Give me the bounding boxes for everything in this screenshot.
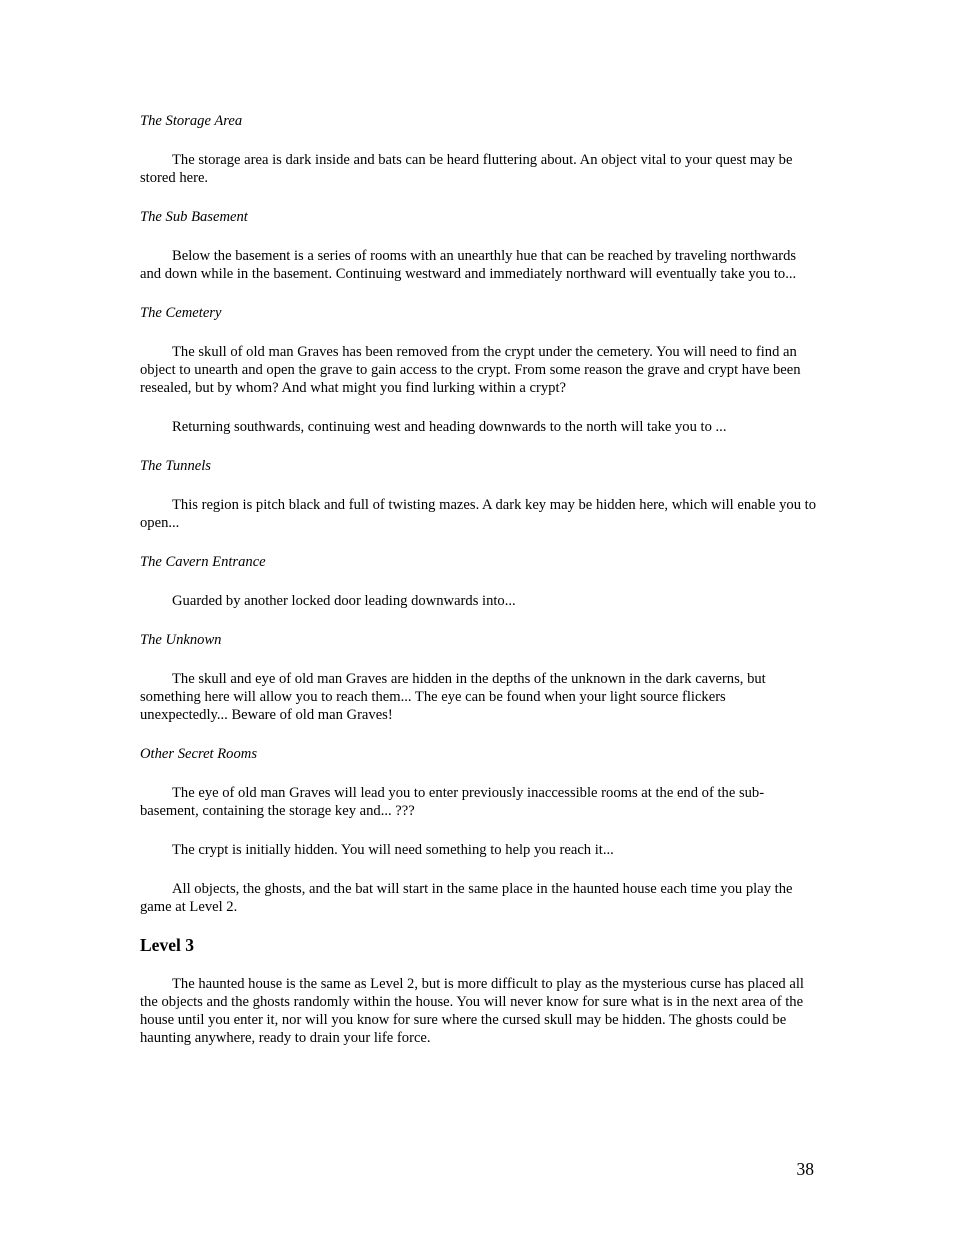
section-heading: The Unknown: [140, 632, 222, 648]
section-cavern-entrance: [140, 553, 816, 610]
section-cemetery: [140, 304, 816, 436]
paragraph: The eye of old man Graves will lead you to enter previously inaccessible rooms at the end of the sub-basement, containing the storage key and... ???: [140, 785, 765, 819]
section-heading: The Sub Basement: [140, 209, 248, 225]
paragraph: Returning southwards, continuing west and heading downwards to the north will take you to ...: [172, 419, 727, 435]
document-body: [140, 112, 816, 1068]
level-heading: Level 3: [140, 935, 194, 955]
paragraph: All objects, the ghosts, and the bat will start in the same place in the haunted house each time you play the game at Level 2.: [140, 881, 793, 915]
section-heading: The Storage Area: [140, 113, 243, 129]
page-number: 38: [796, 1159, 814, 1179]
paragraph: The skull and eye of old man Graves are hidden in the depths of the unknown in the dark caverns, but something here will allow you to reach them... The eye can be found when your light source flickers unexpectedly... Beware of old man Graves!: [140, 671, 766, 723]
paragraph: Below the basement is a series of rooms with an unearthly hue that can be reached by traveling northwards and down while in the basement. Continuing westward and immediately northward will eventually take you to...: [140, 248, 797, 282]
section-tunnels: [140, 457, 816, 532]
section-storage-area: [140, 112, 816, 187]
section-unknown: [140, 631, 816, 724]
section-level-3: [140, 934, 816, 1047]
section-other-secret-rooms: [140, 745, 816, 916]
section-heading: The Tunnels: [140, 458, 211, 474]
paragraph: The crypt is initially hidden. You will need something to help you reach it...: [172, 842, 614, 858]
paragraph: The haunted house is the same as Level 2, but is more difficult to play as the mysterious curse has placed all the objects and the ghosts randomly within the house. You will never know for sure what is in the next area of the house until you enter it, nor will you know for sure where the cursed skull may be hidden. The ghosts could be haunting anywhere, ready to drain your life force.: [140, 976, 804, 1046]
paragraph: The storage area is dark inside and bats can be heard fluttering about. An object vital to your quest may be stored here.: [140, 152, 793, 186]
section-heading: The Cemetery: [140, 305, 222, 321]
section-sub-basement: [140, 208, 816, 283]
section-heading: The Cavern Entrance: [140, 554, 266, 570]
paragraph: The skull of old man Graves has been removed from the crypt under the cemetery. You will need to find an object to unearth and open the grave to gain access to the crypt. From some reason the grave and crypt have been resealed, but by whom? And what might you find lurking within a crypt?: [140, 344, 801, 396]
section-heading: Other Secret Rooms: [140, 746, 257, 762]
paragraph: This region is pitch black and full of twisting mazes. A dark key may be hidden here, which will enable you to open...: [140, 497, 816, 531]
paragraph: Guarded by another locked door leading downwards into...: [172, 593, 516, 609]
